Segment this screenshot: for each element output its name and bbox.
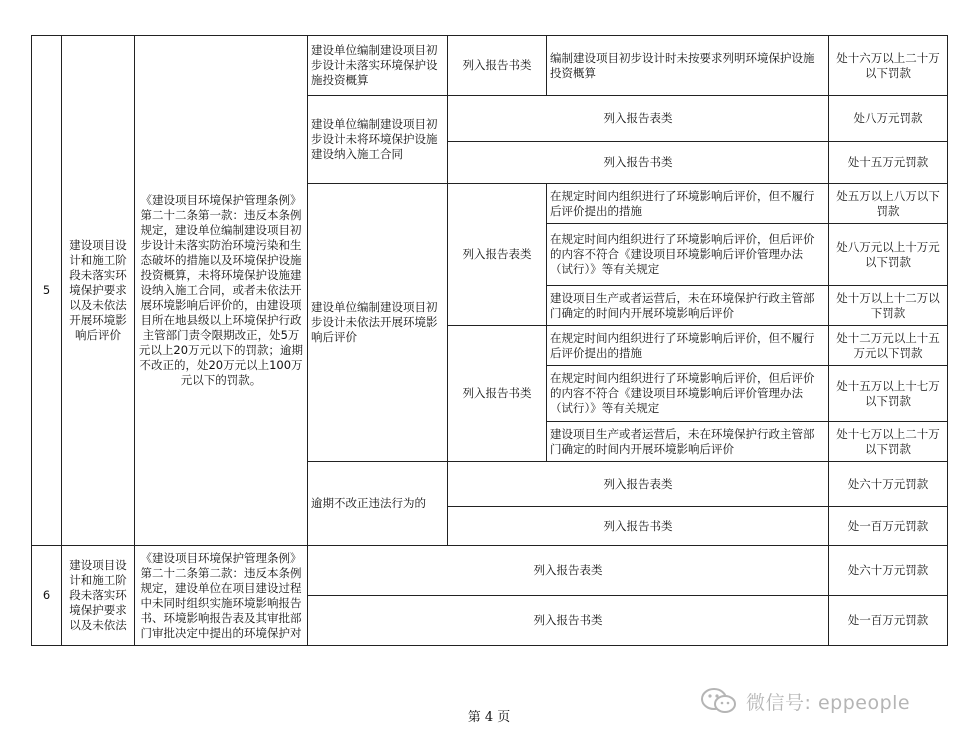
penalty-cell: 处十五万以上十七万以下罚款 [829, 366, 948, 422]
penalty-cell: 处十二万元以上十五万元以下罚款 [829, 326, 948, 366]
watermark-text: 微信号: eppeople [746, 691, 911, 714]
legal-basis: 《建设项目环境保护管理条例》第二十二条第一款：违反本条例规定，建设单位编制建设项目初步设计未落实防治环境污染和生态破坏的措施以及环境保护设施投资概算，未将环境保护设施建设纳入施工合同，或者未依法开展环境影响后评价的，由建设项目所在地县级以上环境保护行政主管部门责令限期改正，处5万元以上20万元以下的罚款；逾期不改正的，处20万元以上100万元以下的罚款。 [135, 36, 308, 546]
table-row [32, 546, 948, 596]
penalty-cell: 处八万元罚款 [829, 96, 948, 142]
penalty-cell: 处十万以上十二万以下罚款 [829, 286, 948, 326]
report-type: 列入报告书类 [448, 142, 829, 184]
detail-cell: 编制建设项目初步设计时未按要求列明环境保护设施投资概算 [547, 36, 829, 96]
penalty-cell: 处一百万元罚款 [829, 507, 948, 546]
row-number: 5 [32, 36, 62, 546]
penalty-table [31, 35, 948, 646]
violation-category: 建设项目设计和施工阶段未落实环境保护要求以及未依法 [62, 546, 135, 646]
table-row [32, 36, 948, 96]
report-type: 列入报告表类 [448, 96, 829, 142]
report-type: 列入报告书类 [308, 596, 829, 646]
violation-category: 建设项目设计和施工阶段未落实环境保护要求以及未依法开展环境影响后评价 [62, 36, 135, 546]
situation-cell: 逾期不改正违法行为的 [308, 462, 448, 546]
detail-cell: 在规定时间内组织进行了环境影响后评价，但后评价的内容不符合《建设项目环境影响后评价管理办法（试行）》等有关规定 [547, 224, 829, 286]
penalty-cell: 处十六万以上二十万以下罚款 [829, 36, 948, 96]
detail-cell: 建设项目生产或者运营后，未在环境保护行政主管部门确定的时间内开展环境影响后评价 [547, 286, 829, 326]
situation-cell: 建设单位编制建设项目初步设计未依法开展环境影响后评价 [308, 184, 448, 462]
row-number: 6 [32, 546, 62, 646]
report-type: 列入报告表类 [308, 546, 829, 596]
detail-cell: 在规定时间内组织进行了环境影响后评价，但不履行后评价提出的措施 [547, 184, 829, 224]
report-type: 列入报告书类 [448, 507, 829, 546]
detail-cell: 建设项目生产或者运营后，未在环境保护行政主管部门确定的时间内开展环境影响后评价 [547, 422, 829, 462]
detail-cell: 在规定时间内组织进行了环境影响后评价，但不履行后评价提出的措施 [547, 326, 829, 366]
report-type: 列入报告表类 [448, 462, 829, 507]
report-type: 列入报告书类 [448, 36, 547, 96]
penalty-cell: 处十五万元罚款 [829, 142, 948, 184]
penalty-cell: 处一百万元罚款 [829, 596, 948, 646]
penalty-cell: 处五万以上八万以下罚款 [829, 184, 948, 224]
penalty-cell: 处六十万元罚款 [829, 462, 948, 507]
detail-cell: 在规定时间内组织进行了环境影响后评价，但后评价的内容不符合《建设项目环境影响后评价管理办法（试行）》等有关规定 [547, 366, 829, 422]
situation-cell: 建设单位编制建设项目初步设计未落实环境保护设施投资概算 [308, 36, 448, 96]
penalty-cell: 处八万元以上十万元以下罚款 [829, 224, 948, 286]
penalty-cell: 处十七万以上二十万以下罚款 [829, 422, 948, 462]
report-type: 列入报告书类 [448, 326, 547, 462]
report-type: 列入报告表类 [448, 184, 547, 326]
page-number: 第 4 页 [467, 710, 511, 725]
penalty-cell: 处六十万元罚款 [829, 546, 948, 596]
situation-cell: 建设单位编制建设项目初步设计未将环境保护设施建设纳入施工合同 [308, 96, 448, 184]
legal-basis: 《建设项目环境保护管理条例》第二十二条第二款：违反本条例规定，建设单位在项目建设过程中未同时组织实施环境影响报告书、环境影响报告表及其审批部门审批决定中提出的环境保护对 [135, 546, 308, 646]
